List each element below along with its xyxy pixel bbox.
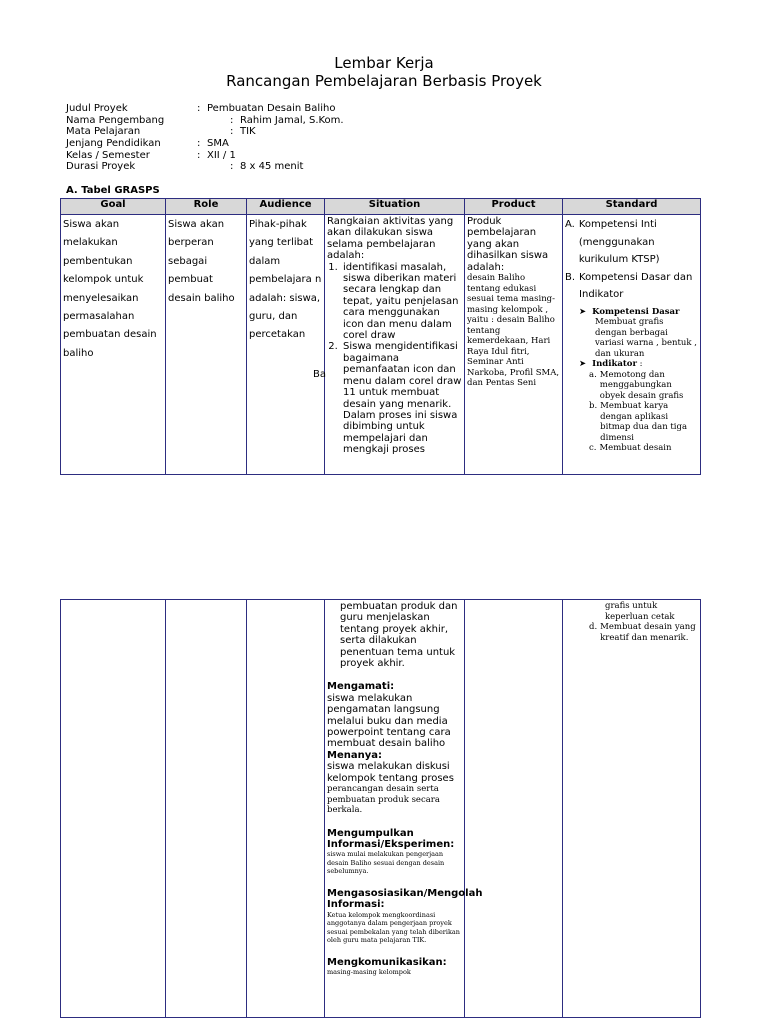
info-label: Durasi Proyek xyxy=(66,161,136,173)
info-colon: : xyxy=(230,126,234,138)
table-header-row xyxy=(61,199,701,215)
info-label: Nama Pengembang xyxy=(66,114,165,126)
standard-item-b: B. Kompetensi Dasar dan Indikator xyxy=(565,271,693,300)
indicator-c-continued: grafis untuk keperluan cetak xyxy=(605,601,675,622)
mengamati-title: Mengamati: xyxy=(327,681,395,693)
info-label: Judul Proyek xyxy=(66,103,128,114)
cell-standard xyxy=(563,215,701,475)
mengkomunikasikan-text: masing-masing kelompok xyxy=(327,968,411,977)
arrow-bullet-icon: ➤ xyxy=(579,306,587,317)
mengasosiasikan-title: Mengasosiasikan/Mengolah Informasi: xyxy=(327,887,483,911)
situation-continued: pembuatan produk dan guru menjelaskan tentang proyek akhir, serta dilakukan penentuan tema untuk proyek akhir. xyxy=(340,601,458,670)
page-subtitle: Rancangan Pembelajaran Berbasis Proyek xyxy=(226,72,542,90)
cell-product xyxy=(465,215,563,475)
menanya-title: Menanya: xyxy=(327,749,382,761)
cell-audience: Pihak-pihak yang terlibat dalam pembelajara n adalah: siswa, guru, dan percetakan xyxy=(247,215,325,475)
standard-item-a: A. Kompetensi Inti (menggunakan kurikulum KTSP) xyxy=(565,219,660,265)
header-goal: Goal xyxy=(61,199,166,215)
info-colon: : xyxy=(230,114,234,126)
info-colon: : xyxy=(197,138,201,150)
table-row xyxy=(61,600,701,1018)
info-label: Mata Pelajaran xyxy=(66,126,141,138)
cell-role xyxy=(166,600,247,1018)
grasps-table-continued xyxy=(60,599,701,1018)
page-title: Lembar Kerja xyxy=(334,54,434,72)
menanya-text-cont: perancangan desain serta pembuatan produk secara berkala. xyxy=(327,784,440,816)
cell-standard: grafis untuk keperluan cetak d. Membuat desain yang kreatif dan menarik. xyxy=(563,600,701,1018)
product-intro: Produk pembelajaran yang akan dihasilkan siswa adalah: xyxy=(467,216,549,273)
info-colon: : xyxy=(197,149,201,161)
info-label: Kelas / Semester xyxy=(66,149,150,161)
header-audience: Audience xyxy=(247,199,325,215)
mengamati-text: siswa melakukan pengamatan langsung melalui buku dan media powerpoint tentang cara membuat desain baliho xyxy=(327,692,451,750)
info-colon: : xyxy=(197,103,201,114)
arrow-bullet-icon: ➤ xyxy=(579,359,587,369)
situation-list xyxy=(327,262,462,456)
situation-item: 1. identifikasi masalah, siswa diberikan materi secara lengkap dan tepat, yaitu penjelasan cara menggunakan icon dan menu dalam corel draw xyxy=(341,262,462,342)
cell-audience xyxy=(247,600,325,1018)
mengumpulkan-title: Mengumpulkan Informasi/Eksperimen: xyxy=(327,827,455,850)
section-title: A. Tabel GRASPS xyxy=(66,185,160,196)
grasps-table xyxy=(60,198,701,475)
stray-text: Ba xyxy=(313,369,326,380)
cell-goal xyxy=(61,600,166,1018)
situation-item: 2. Siswa mengidentifikasi bagaimana pemanfaatan icon dan menu dalam corel draw 11 untuk membuat desain yang menarik. Dalam proses ini siswa dibimbing untuk mempelajari dan mengkaji proses xyxy=(341,341,462,455)
mengasosiasikan-text: Ketua kelompok mengkoordinasi anggotanya dalam pengerjaan proyek sesuai pembekalan yang telah diberikan oleh guru mata pelajaran TIK. xyxy=(327,910,460,945)
kompetensi-dasar: ➤ Kompetensi Dasar Membuat grafis dengan berbagai variasi warna , bentuk , dan ukuran ➤ Indikator : a. Memotong dan menggabungkan obyek desain grafis b. Membuat karya dengan aplikasi bitmap dua dan tiga dimensi c. Membuat desain xyxy=(579,306,697,453)
info-value: Rahim Jamal, S.Kom. xyxy=(240,114,344,126)
info-label: Jenjang Pendidikan xyxy=(66,138,161,150)
table-row xyxy=(61,215,701,475)
cell-product xyxy=(465,600,563,1018)
cell-goal: Siswa akan melakukan pembentukan kelompok untuk menyelesaikan permasalahan pembuatan desain baliho xyxy=(61,215,166,475)
header-situation: Situation xyxy=(325,199,465,215)
cell-situation xyxy=(325,215,465,475)
info-colon: : xyxy=(230,161,234,173)
cell-role: Siswa akan berperan sebagai pembuat desain baliho xyxy=(166,215,247,475)
info-value: 8 x 45 menit xyxy=(240,161,304,173)
header-role: Role xyxy=(166,199,247,215)
info-value: TIK xyxy=(240,126,256,138)
product-detail: desain Baliho tentang edukasi sesuai tema masing-masing kelompok , yaitu : desain Baliho tentang kemerdekaan, Hari Raya Idul fitri, Seminar Anti Narkoba, Profil SMA, dan Pentas Seni xyxy=(467,273,560,389)
mengumpulkan-text: siswa mulai melakukan pengerjaan desain Baliho sesuai dengan desain sebelumnya. xyxy=(327,850,445,876)
info-value: SMA xyxy=(207,138,229,150)
cell-situation xyxy=(325,600,483,1018)
header-standard: Standard xyxy=(563,199,701,215)
menanya-text: siswa melakukan diskusi kelompok tentang proses xyxy=(327,761,454,784)
info-value: Pembuatan Desain Baliho xyxy=(207,103,336,114)
header-product: Product xyxy=(465,199,563,215)
mengkomunikasikan-title: Mengkomunikasikan: xyxy=(327,956,447,968)
situation-intro: Rangkaian aktivitas yang akan dilakukan siswa selama pembelajaran adalah: xyxy=(327,216,454,262)
info-value: XII / 1 xyxy=(207,149,236,161)
